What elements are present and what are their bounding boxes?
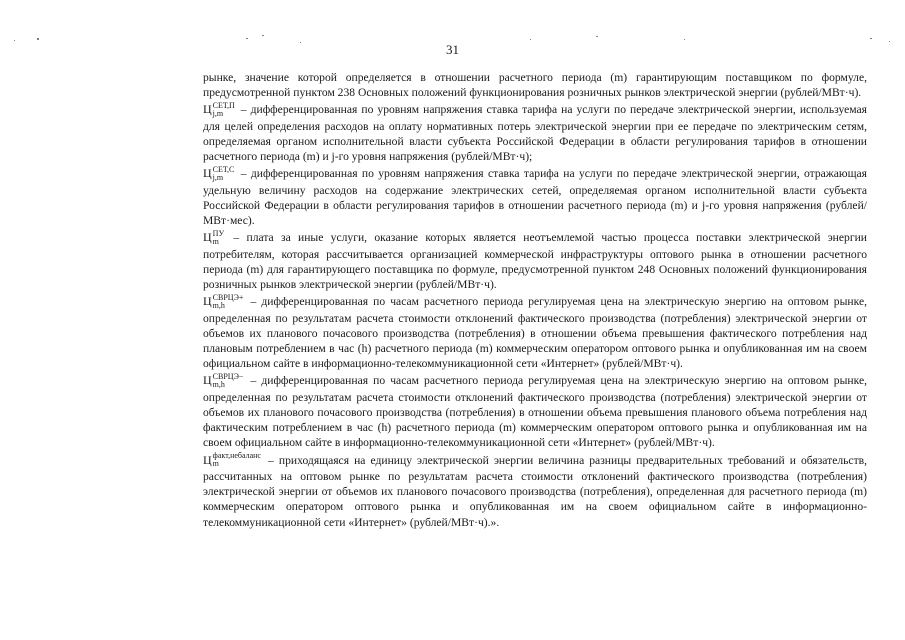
symbol-subscript: j,m bbox=[212, 172, 224, 182]
symbol-superscript: СЕТ,П bbox=[212, 100, 235, 110]
symbol-superscript: СВРЦЭ+ bbox=[212, 292, 244, 302]
symbol-superscript: СЕТ,С bbox=[212, 164, 235, 174]
symbol-subscript: m,h bbox=[212, 379, 225, 389]
definition-text: – приходящаяся на единицу электрической энергии величина разницы предварительных требований и обязательств, рассчитанных на оптовом рынке по результатам расчета стоимости отклонений фактического производства (потребления) электрической энергии от объемов их планового почасового производства (потребления), определенная для расчетного периода (m) коммерческим оператором оптового рынка и опубликованная им на своем официальном сайте в информационно-телекоммуникационной сети «Интернет» (рублей/МВт·ч).». bbox=[203, 453, 868, 529]
symbol-superscript: СВРЦЭ− bbox=[212, 371, 244, 381]
definition-text: – дифференцированная по часам расчетного периода регулируемая цена на электрическую энергию на оптовом рынке, определенная по результатам расчета стоимости отклонений фактического производства (потребления) электрической энергии от объемов их планового почасового производства (потребления) в отношении объема превышения фактического потребления над плановым потреблением в час (h) расчетного периода (m) коммерческим оператором оптового рынка и опубликованная им на своем официальном сайте в информационно-телекоммуникационной сети «Интернет» (рублей/МВт·ч). bbox=[203, 295, 867, 371]
symbol-subscript: m bbox=[212, 458, 219, 468]
definition-tariff-maintenance bbox=[203, 166, 867, 228]
symbol-superscript: ПУ bbox=[212, 228, 225, 238]
formula-symbol: Ц СВРЦЭ+ m,h bbox=[203, 292, 244, 310]
formula-symbol: Ц ПУ m bbox=[203, 228, 225, 246]
speck bbox=[530, 39, 531, 40]
speck bbox=[870, 38, 872, 39]
paragraph-text: рынке, значение которой определяется в отношении расчетного периода (m) гарантирующим поставщиком по формуле, предусмотренной пунктом 238 Основных положений функционирования розничных рынков электрической энергии (рублей/МВт·ч). bbox=[203, 71, 867, 100]
formula-symbol: Ц СЕТ,П j,m bbox=[203, 100, 235, 118]
speck bbox=[37, 38, 39, 40]
definition-tariff-losses bbox=[203, 102, 867, 164]
definition-other-services bbox=[203, 230, 867, 292]
definition-text: – плата за иные услуги, оказание которых является неотъемлемой частью процесса поставки электрической энергии потребителям, которая рассчитывается организацией коммерческой инфраструктуры оптового рынка в отношении расчетного периода (m) для гарантирующего поставщика по формуле, предусмотренной пунктом 248 Основных положений функционирования розничных рынков электрической энергии (рублей/МВт·ч). bbox=[203, 231, 867, 292]
formula-symbol: Ц СВРЦЭ− m,h bbox=[203, 371, 244, 389]
speck bbox=[246, 38, 248, 39]
definition-text: – дифференцированная по уровням напряжения ставка тарифа на услуги по передаче электрической энергии, отражающая удельную величину расходов на содержание электрических сетей, определяемая органом исполнительной власти субъекта Российской Федерации в области регулирования тарифов в отношении расчетного периода (m) и j-го уровня напряжения (рублей/МВт·мес). bbox=[203, 167, 867, 228]
definition-price-plus bbox=[203, 294, 867, 371]
definition-price-minus bbox=[203, 373, 867, 450]
symbol-subscript: j,m bbox=[212, 108, 224, 118]
definition-text: – дифференцированная по уровням напряжения ставка тарифа на услуги по передаче электрической энергии, используемая для целей определения расходов на оплату нормативных потерь электрической энергии при ее передаче по электрическим сетям, определяемая органом исполнительной власти субъекта Российской Федерации в области регулирования тарифов в отношении расчетного периода (m) и j-го уровня напряжения (рублей/МВт·ч); bbox=[203, 103, 867, 164]
document-body bbox=[203, 70, 867, 532]
symbol-superscript: факт,небаланс bbox=[212, 450, 261, 460]
page-number: 31 bbox=[446, 42, 459, 57]
formula-symbol: Ц СЕТ,С j,m bbox=[203, 164, 235, 182]
definition-text: – дифференцированная по часам расчетного периода регулируемая цена на электрическую энергию на оптовом рынке, определенная по результатам расчета стоимости отклонений фактического производства (потребления) электрической энергии от объемов их планового почасового производства (потребления) в отношении объема превышения планового объема потребления над фактическим потреблением в час (h) расчетного периода (m) коммерческим оператором оптового рынка и опубликованная им на своем официальном сайте в информационно-телекоммуникационной сети «Интернет» (рублей/МВт·ч). bbox=[203, 374, 867, 450]
speck bbox=[14, 40, 15, 41]
formula-symbol: Ц факт,небаланс m bbox=[203, 450, 261, 468]
speck bbox=[596, 36, 598, 37]
speck bbox=[684, 39, 685, 40]
symbol-subscript: m bbox=[212, 236, 219, 246]
symbol-subscript: m,h bbox=[212, 300, 225, 310]
paragraph-continuation bbox=[203, 70, 867, 100]
definition-imbalance bbox=[203, 450, 868, 530]
speck bbox=[262, 35, 264, 36]
